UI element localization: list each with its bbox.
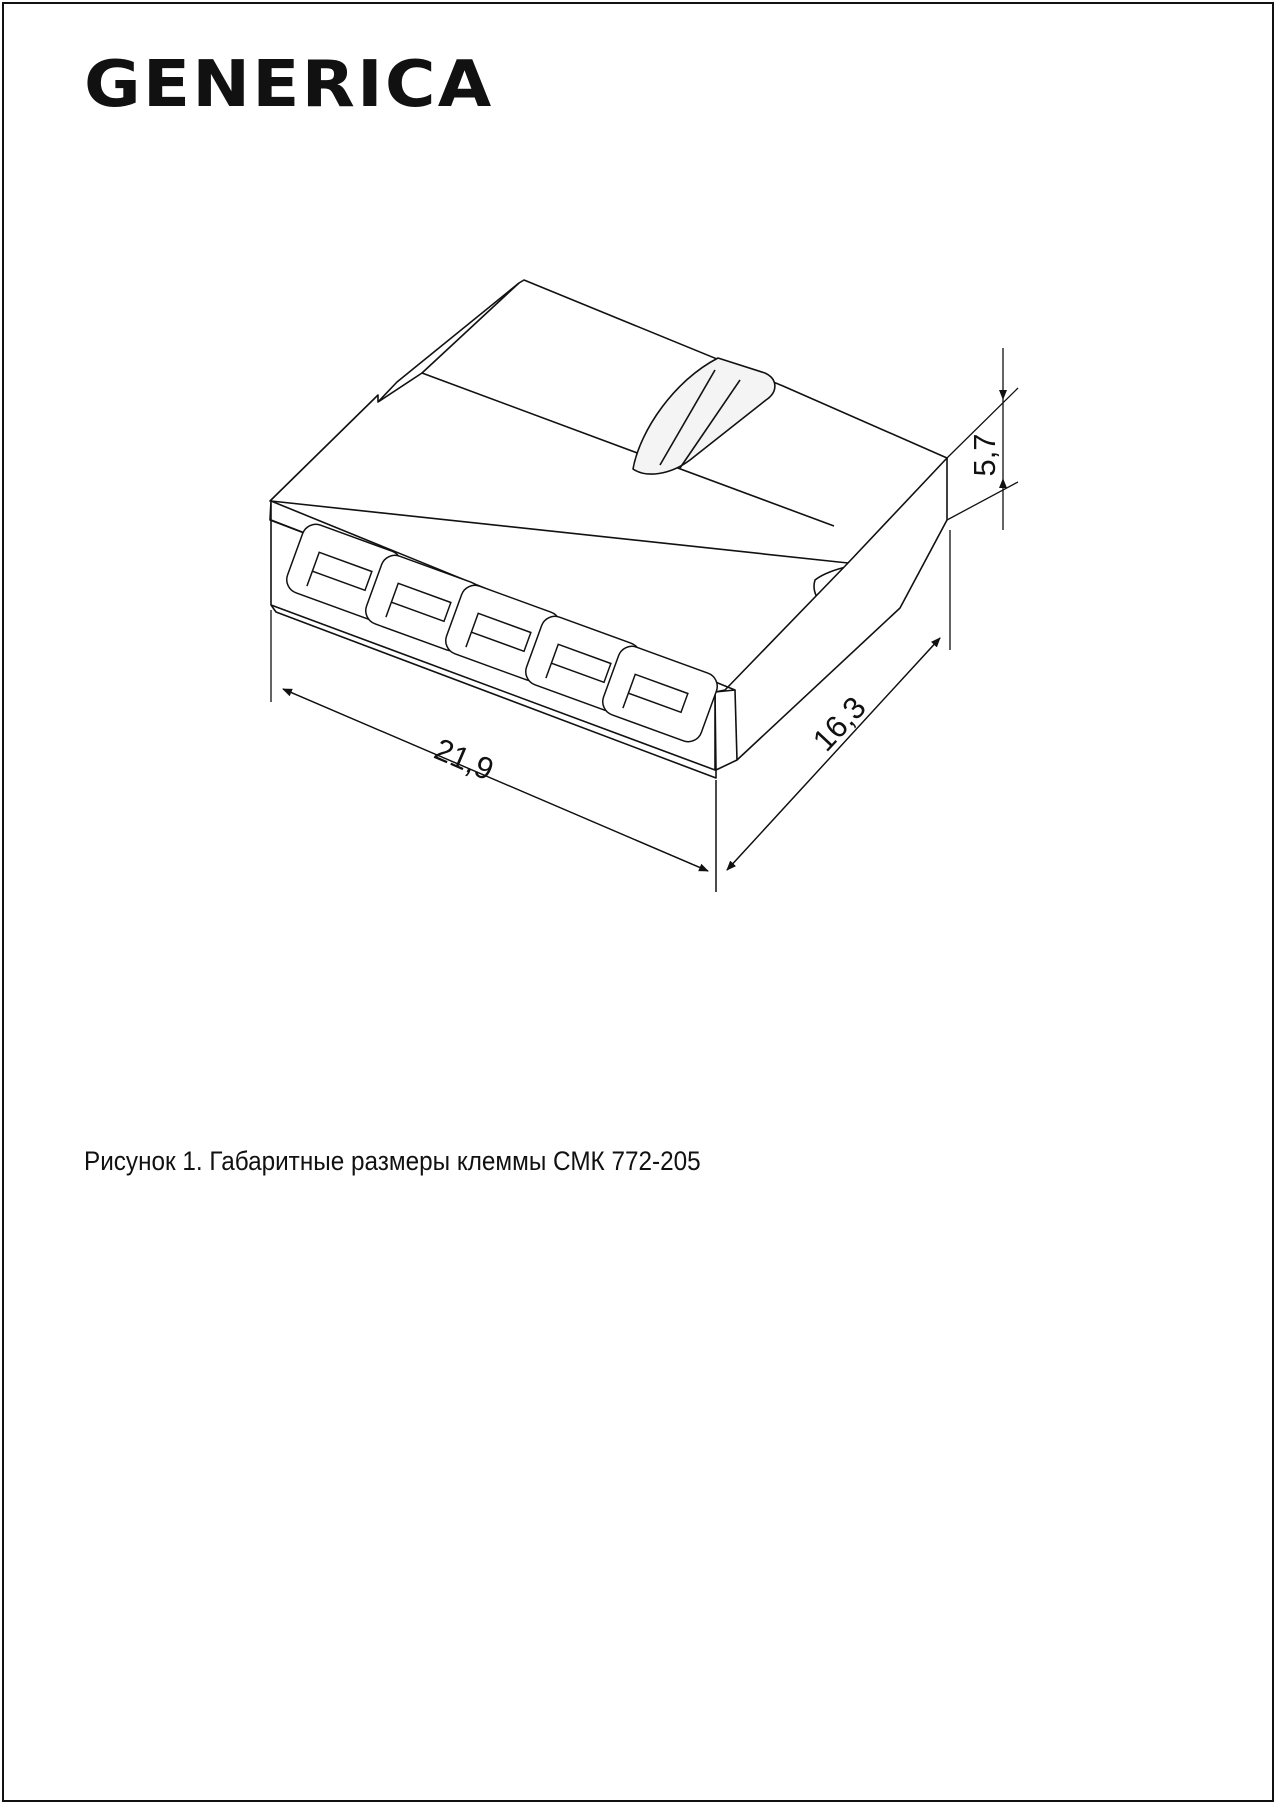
figure-caption: Рисунок 1. Габаритные размеры клеммы СМК 772-205 bbox=[84, 1146, 701, 1176]
brand-logo: GENERICA bbox=[84, 48, 494, 122]
connector-top-face bbox=[270, 280, 947, 563]
height-dimension-label: 5,7 bbox=[967, 433, 1002, 477]
width-dimension-label: 21,9 bbox=[429, 731, 499, 788]
depth-dimension-label: 16,3 bbox=[805, 689, 873, 758]
